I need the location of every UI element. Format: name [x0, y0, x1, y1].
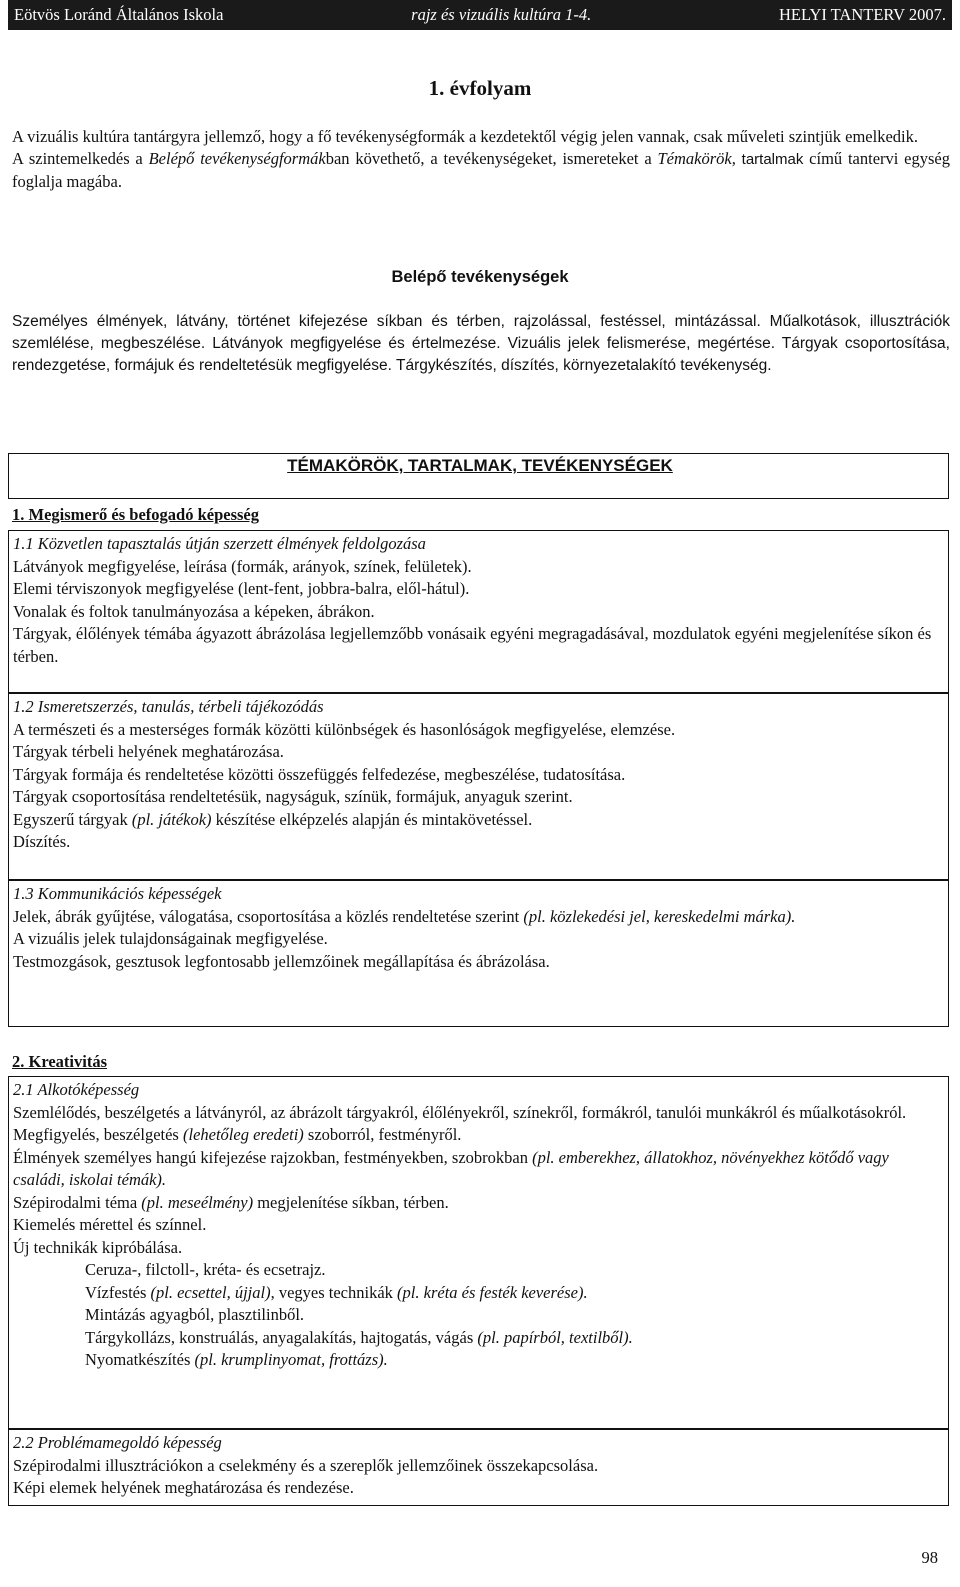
technique-line: Mintázás agyagból, plasztilinből.	[85, 1305, 305, 1324]
italic-run: (pl. kréta és festék keverése).	[397, 1282, 588, 1302]
intro-paragraph-1: A vizuális kultúra tantárgyra jellemző, hogy a fő tevékenységformák a kezdetektől végig jelen vannak, csak műveleti szintjük emelkedik.	[12, 127, 918, 146]
section-1-1-line: Tárgyak, élőlények témába ágyazott ábrázolása legjellemzőbb vonásaik egyéni megragadásával, mozdulatok egyéni megjelenítése síkon és térben.	[13, 624, 932, 666]
italic-run: (pl. meseélmény)	[141, 1192, 254, 1212]
italic-run: (lehetőleg eredeti)	[182, 1125, 304, 1144]
section-1-2-line: A természeti és a mesterséges formák közötti különbségek és hasonlóságok megfigyelése, elemzése.	[13, 719, 676, 739]
text-run: Egyszerű tárgyak	[13, 809, 132, 829]
text-run: készítése elképzelés alapján és mintakövetéssel.	[211, 809, 533, 829]
section-1-3-title: 1.3 Kommunikációs képességek	[13, 884, 222, 903]
section-1-2-line	[13, 809, 944, 832]
text-run: , vegyes technikák	[270, 1282, 398, 1302]
section-2-1-line	[13, 1147, 944, 1192]
section-2-1-title: 2.1 Alkotóképesség	[13, 1080, 140, 1099]
entry-activities-text: Személyes élmények, látvány, történet kifejezése síkban és térben, rajzolással, festéssel, mintázással. Műalkotások, illusztrációk szemlélése, megbeszélése. Látványok megfigyelése és értelmezése. Vizuális jelek felismerése, megértése. Tárgyak csoportosítása, rendezgetése, formájuk és rendeltetésük megfigyelése. Tárgykészítés, díszítés, környezetalakító tevékenység.	[12, 313, 950, 374]
section-1-2-title: 1.2 Ismeretszerzés, tanulás, térbeli tájékozódás	[13, 697, 324, 716]
section-1-heading: 1. Megismerő és befogadó képesség	[12, 505, 260, 524]
italic-run: (pl. krumplinyomat, frottázs).	[194, 1350, 388, 1369]
section-2-1-line: Kiemelés mérettel és színnel.	[13, 1215, 207, 1234]
section-2-1-line: Új technikák kipróbálása.	[13, 1237, 183, 1257]
section-1-3-line: A vizuális jelek tulajdonságainak megfigyelése.	[13, 929, 328, 948]
text-run: Élmények személyes hangú kifejezése rajzokban, festményekben, szobrokban	[13, 1147, 533, 1167]
section-2-1-line	[13, 1124, 944, 1147]
section-1-2-line: Díszítés.	[13, 832, 71, 851]
header-curriculum: HELYI TANTERV 2007.	[779, 5, 946, 24]
section-1-1-title: 1.1 Közvetlen tapasztalás útján szerzett élmények feldolgozása	[13, 534, 426, 553]
italic-run: (pl. játékok)	[131, 809, 212, 829]
section-1-1-line: Elemi térviszonyok megfigyelése (lent-fent, jobbra-balra, elől-hátul).	[13, 579, 470, 598]
technique-line: Ceruza-, filctoll-, kréta- és ecsetrajz.	[85, 1260, 326, 1279]
intro-paragraph-2	[12, 148, 950, 193]
text-run: Nyomatkészítés	[85, 1350, 195, 1369]
technique-line	[13, 1282, 944, 1305]
text-run: megjelenítése síkban, térben.	[253, 1192, 449, 1212]
text-run: Szépirodalmi téma	[13, 1192, 142, 1212]
intro-text-run: ban követhető, a tevékenységeket, ismereteket a	[325, 149, 658, 168]
section-1-1-box	[8, 530, 949, 693]
italic-run: (pl. emberekhez, állatokhoz, növényekhez kötődő vagy családi, iskolai témák).	[13, 1147, 889, 1189]
section-2-1-box	[8, 1076, 949, 1429]
text-run: Tárgykollázs, konstruálás, anyagalakítás, hajtogatás, vágás	[85, 1327, 478, 1347]
section-2-2-line: Szépirodalmi illusztrációkon a cselekmény és a szereplők jellemzőinek összekapcsolása.	[13, 1455, 599, 1475]
section-2-1-line	[13, 1192, 944, 1215]
section-2-2-line: Képi elemek helyének meghatározása és rendezése.	[13, 1478, 354, 1497]
header-subject: rajz és vizuális kultúra 1-4.	[411, 5, 592, 24]
section-1-2-line: Tárgyak térbeli helyének meghatározása.	[13, 742, 284, 761]
section-1-2-line: Tárgyak csoportosítása rendeltetésük, nagyságuk, színük, formájuk, anyaguk szerint.	[13, 787, 573, 806]
section-1-1-line: Látványok megfigyelése, leírása (formák, arányok, színek, felületek).	[13, 556, 472, 576]
section-2-2-title: 2.2 Problémamegoldó képesség	[13, 1433, 222, 1452]
intro-italic-run: Témakörök,	[657, 149, 742, 168]
intro-text	[12, 126, 950, 193]
italic-run: (pl. ecsettel, újjal)	[150, 1282, 271, 1302]
topics-title: TÉMAKÖRÖK, TARTALMAK, TEVÉKENYSÉGEK	[287, 456, 673, 475]
page-number: 98	[921, 1548, 938, 1567]
technique-line	[13, 1327, 944, 1350]
intro-text-run: A szintemelkedés a	[12, 149, 149, 168]
header-school: Eötvös Loránd Általános Iskola	[14, 5, 224, 24]
section-2-1-line: Szemlélődés, beszélgetés a látványról, az ábrázolt tárgyakról, élőlényekről, színekről, formákról, tanulói munkákról és műalkotásokról.	[13, 1102, 907, 1122]
text-run: Jelek, ábrák gyűjtése, válogatása, csoportosítása a közlés rendeltetése szerint	[13, 906, 524, 926]
italic-run: (pl. papírból, textilből).	[477, 1327, 633, 1347]
text-run: Megfigyelés, beszélgetés	[13, 1125, 183, 1144]
text-run: Vízfestés	[85, 1282, 151, 1302]
section-1-3-line	[13, 906, 944, 929]
italic-run: (pl. közlekedési jel, kereskedelmi márka).	[523, 906, 796, 926]
intro-italic-run: Belépő tevékenységformák	[148, 149, 326, 168]
section-1-1-line: Vonalak és foltok tanulmányozása a képeken, ábrákon.	[13, 601, 375, 621]
section-2-2-box	[8, 1429, 949, 1506]
section-1-3-box	[8, 880, 949, 1027]
technique-line	[13, 1349, 944, 1372]
section-1-3-line: Testmozgások, gesztusok legfontosabb jellemzőinek megállapítása és ábrázolása.	[13, 951, 550, 971]
section-2-heading: 2. Kreativitás	[12, 1052, 108, 1071]
section-1-2-box	[8, 693, 949, 880]
page-header	[8, 0, 952, 30]
intro-text-run: című tantervi egység foglalja magába.	[12, 149, 950, 191]
section-1-2-line: Tárgyak formája és rendeltetése közötti összefüggés felfedezése, megbeszélése, tudatosítása.	[13, 764, 626, 784]
intro-sans-run: tartalmak	[741, 151, 804, 168]
grade-title: 1. évfolyam	[428, 76, 532, 100]
text-run: szoborról, festményről.	[303, 1125, 462, 1144]
entry-activities-title: Belépő tevékenységek	[391, 268, 569, 286]
